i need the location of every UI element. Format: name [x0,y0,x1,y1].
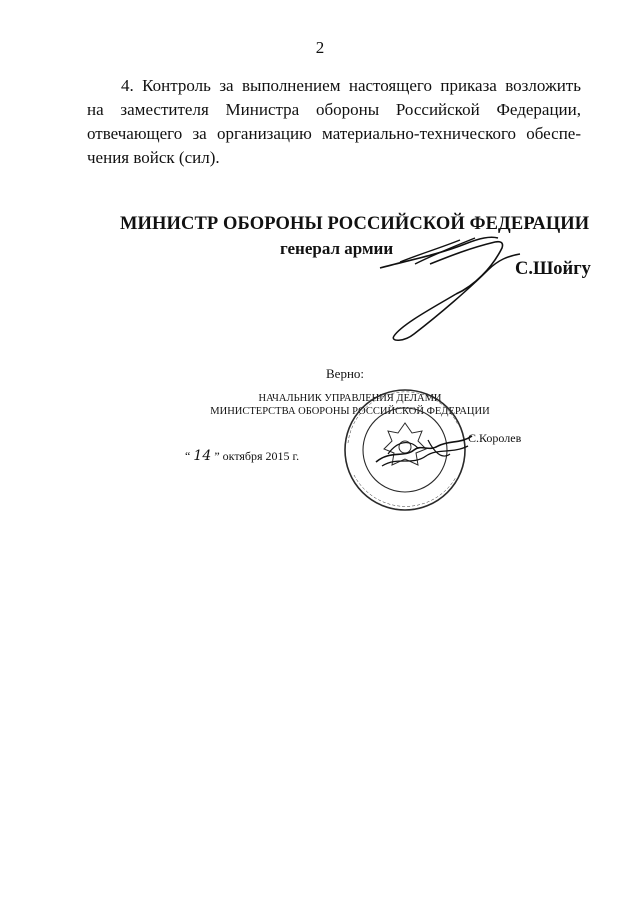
page-number: 2 [315,38,325,57]
date-open-quote: “ [185,449,191,463]
certifier-title-line: НАЧАЛЬНИК УПРАВЛЕНИЯ ДЕЛАМИ [258,393,442,404]
date-close-quote: ” [214,449,220,463]
paragraph-line: отвечающего за организацию материально-технического обеспе- [87,124,581,143]
order-paragraph [87,74,581,170]
minister-rank: генерал армии [280,239,394,258]
minister-signature [370,224,540,344]
certification-label: Верно: [326,366,365,381]
paragraph-line: на заместителя Министра обороны Российской Федерации, [87,100,581,119]
certifier-name: С.Королев [468,431,522,445]
paragraph-line: чения войск (сил). [87,148,220,167]
paragraph-line: 4. Контроль за выполнением настоящего приказа возложить [121,76,581,95]
date-day: 14 [193,448,212,464]
certifier-title-line: МИНИСТЕРСТВА ОБОРОНЫ РОССИЙСКОЙ ФЕДЕРАЦИИ [210,406,490,417]
date-month-year: октября 2015 г. [219,449,300,463]
certification-date [185,448,299,464]
minister-name: С.Шойгу [515,259,591,279]
certifier-signature [368,410,478,490]
minister-title: МИНИСТР ОБОРОНЫ РОССИЙСКОЙ ФЕДЕРАЦИИ [120,214,590,234]
